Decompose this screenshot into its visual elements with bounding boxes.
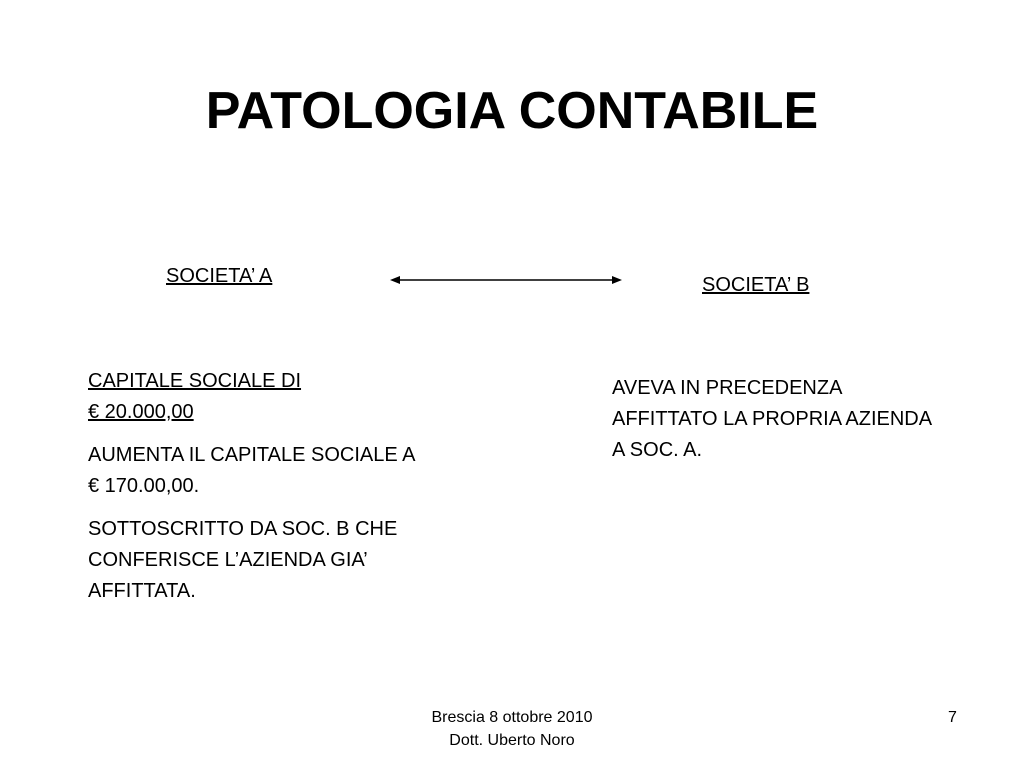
- double-arrow-icon: [388, 270, 624, 290]
- previous-lease-text: AVEVA IN PRECEDENZA AFFITTATO LA PROPRIA AZIENDA A SOC. A.: [612, 377, 931, 461]
- company-a-label: SOCIETA’ A: [166, 265, 273, 287]
- share-capital-line1: CAPITALE SOCIALE DI: [88, 370, 302, 392]
- share-capital-text: [88, 366, 418, 428]
- company-a-description: [88, 366, 418, 619]
- subscription-text: SOTTOSCRITTO DA SOC. B CHE CONFERISCE L’AZIENDA GIA’ AFFITTATA.: [88, 518, 398, 602]
- capital-increase-text: AUMENTA IL CAPITALE SOCIALE A € 170.00,00.: [88, 444, 415, 497]
- share-capital-line2: € 20.000,00: [88, 401, 194, 423]
- company-b-label: SOCIETA’ B: [702, 274, 810, 296]
- footer-info: [362, 706, 662, 752]
- page-number: 7: [948, 709, 957, 726]
- footer-place-date: Brescia 8 ottobre 2010: [431, 709, 593, 726]
- company-b-description: [612, 373, 932, 478]
- slide-title: PATOLOGIA CONTABILE: [205, 82, 819, 140]
- footer-author: Dott. Uberto Noro: [449, 732, 575, 749]
